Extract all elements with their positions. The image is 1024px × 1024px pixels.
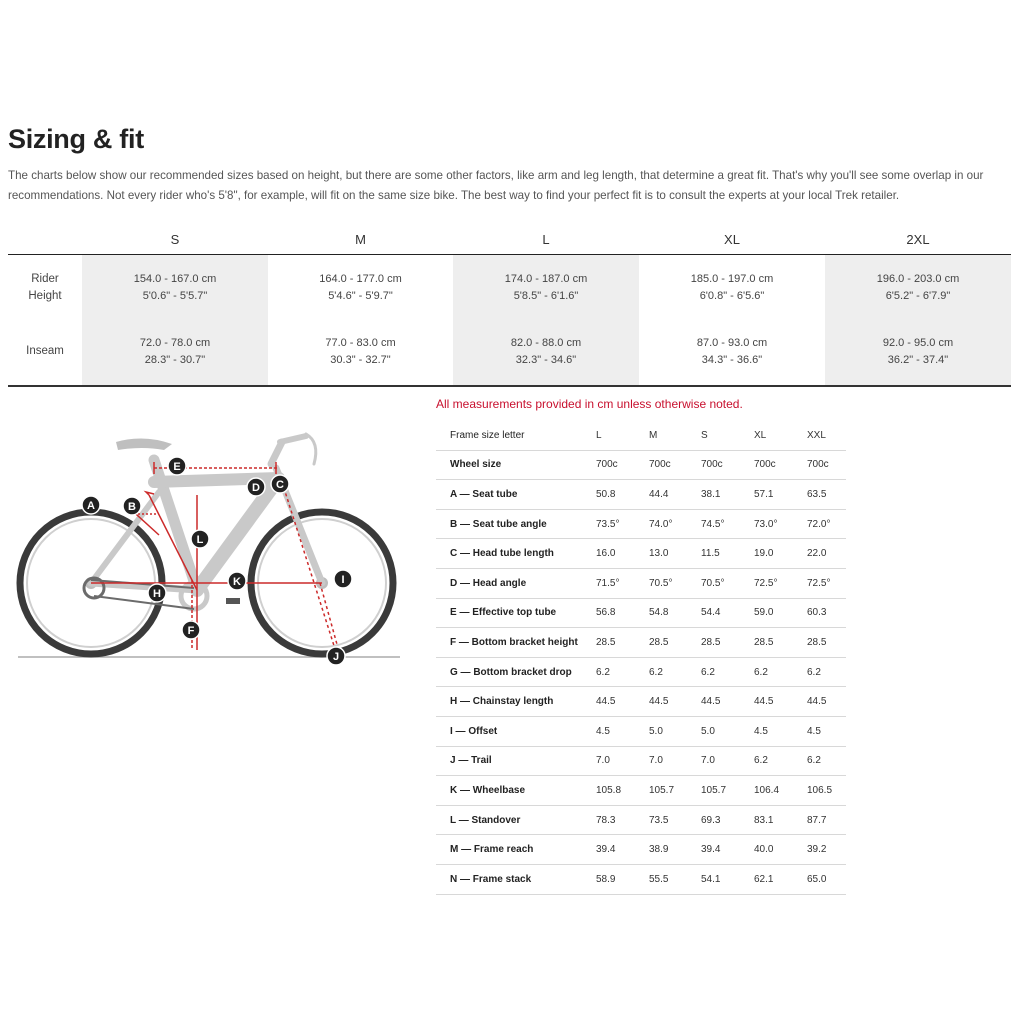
- cell-metric: 92.0 - 95.0 cm: [882, 336, 954, 349]
- badge-c: [271, 475, 289, 493]
- geometry-row-label: L — Standover: [436, 805, 594, 835]
- badge-l: [191, 530, 209, 548]
- svg-text:L: L: [196, 534, 204, 546]
- svg-text:I: I: [341, 574, 345, 586]
- geometry-value: 44.4: [647, 480, 699, 510]
- geometry-row-label: Wheel size: [436, 450, 594, 480]
- intro-text: The charts below show our recommended sizes based on height, but there are some other factors, like arm and leg length, that determine a great fit. That's why you'll see some overlap in our recommendations. Not every rider who's 5'8", for example, will fit on the same size bike. The best way to find your perfect fit is to consult the experts at your local Trek retailer.: [8, 169, 984, 202]
- geometry-value: 44.5: [752, 687, 805, 717]
- cell-imperial: 28.3" - 30.7": [144, 353, 206, 366]
- cell-imperial: 6'5.2" - 6'7.9": [885, 290, 951, 302]
- cell-imperial: 36.2" - 37.4": [887, 353, 949, 366]
- geometry-row-label: C — Head tube length: [436, 539, 594, 569]
- size-header: L: [453, 224, 639, 255]
- size-cell: [82, 318, 268, 386]
- cell-metric: 196.0 - 203.0 cm: [876, 273, 960, 285]
- geometry-value: 44.5: [805, 687, 846, 717]
- geometry-value: 71.5°: [594, 568, 647, 598]
- geometry-value: 700c: [594, 450, 647, 480]
- row-label-line: Rider: [31, 273, 59, 285]
- geometry-value: 58.9: [594, 864, 647, 894]
- svg-text:F: F: [187, 625, 195, 637]
- geometry-value: 700c: [699, 450, 752, 480]
- size-cell: [82, 255, 268, 319]
- size-cell: [453, 255, 639, 319]
- svg-text:B: B: [128, 501, 136, 513]
- geometry-row-label: J — Trail: [436, 746, 594, 776]
- geometry-value: 44.5: [699, 687, 752, 717]
- svg-text:J: J: [332, 651, 340, 663]
- geometry-value: 70.5°: [699, 568, 752, 598]
- geometry-value: 13.0: [647, 539, 699, 569]
- geometry-value: 7.0: [594, 746, 647, 776]
- geometry-row: [436, 746, 846, 776]
- size-header: 2XL: [825, 224, 1011, 255]
- size-header: S: [82, 224, 268, 255]
- svg-text:E: E: [173, 461, 181, 473]
- geometry-value: 44.5: [647, 687, 699, 717]
- geometry-value: 106.5: [805, 776, 846, 806]
- svg-text:D: D: [252, 482, 260, 494]
- geometry-value: 19.0: [752, 539, 805, 569]
- badge-i: [334, 570, 352, 588]
- size-header-blank: [8, 224, 82, 255]
- geometry-row-label: K — Wheelbase: [436, 776, 594, 806]
- geometry-value: 4.5: [594, 716, 647, 746]
- rider-height-row: [8, 255, 1011, 319]
- geometry-row-label: H — Chainstay length: [436, 687, 594, 717]
- geometry-row: [436, 568, 846, 598]
- geometry-row-label: I — Offset: [436, 716, 594, 746]
- geometry-header-row: [436, 421, 846, 450]
- geometry-value: 106.4: [752, 776, 805, 806]
- page-title: Sizing & fit: [8, 124, 144, 154]
- geometry-row-label: M — Frame reach: [436, 835, 594, 865]
- size-cell: [825, 255, 1011, 319]
- svg-text:A: A: [87, 500, 95, 512]
- geometry-value: 69.3: [699, 805, 752, 835]
- geometry-value: 38.9: [647, 835, 699, 865]
- geometry-value: 16.0: [594, 539, 647, 569]
- geometry-value: 6.2: [647, 657, 699, 687]
- cell-imperial: 30.3" - 32.7": [330, 353, 391, 366]
- geometry-value: 6.2: [752, 657, 805, 687]
- badge-j: [327, 647, 345, 665]
- inseam-row: [8, 318, 1011, 386]
- geometry-value: 70.5°: [647, 568, 699, 598]
- size-cell: [825, 318, 1011, 386]
- size-cell: [639, 318, 825, 386]
- geometry-value: 73.5°: [594, 509, 647, 539]
- geometry-value: 6.2: [699, 657, 752, 687]
- geometry-row: [436, 539, 846, 569]
- geometry-row: [436, 864, 846, 894]
- geometry-value: 28.5: [594, 628, 647, 658]
- geometry-value: 73.0°: [752, 509, 805, 539]
- geometry-value: 39.2: [805, 835, 846, 865]
- geometry-row: [436, 598, 846, 628]
- cell-metric: 77.0 - 83.0 cm: [325, 336, 396, 349]
- cell-metric: 72.0 - 78.0 cm: [139, 336, 211, 349]
- geometry-value: 7.0: [647, 746, 699, 776]
- geometry-value: 6.2: [805, 657, 846, 687]
- geometry-value: 700c: [647, 450, 699, 480]
- measurement-note: All measurements provided in cm unless otherwise noted.: [436, 397, 743, 411]
- geometry-value: 6.2: [752, 746, 805, 776]
- bike-geometry-diagram: [14, 420, 406, 670]
- geometry-value: 105.7: [699, 776, 752, 806]
- geometry-row: [436, 628, 846, 658]
- geometry-size-header: XXL: [805, 421, 846, 450]
- geometry-value: 55.5: [647, 864, 699, 894]
- row-label-line: Inseam: [26, 345, 64, 357]
- row-label-line: Height: [28, 290, 62, 302]
- size-cell: [639, 255, 825, 319]
- cell-metric: 154.0 - 167.0 cm: [133, 273, 217, 285]
- geometry-row-label: B — Seat tube angle: [436, 509, 594, 539]
- badge-k: [228, 572, 246, 590]
- geometry-row: [436, 687, 846, 717]
- geometry-value: 40.0: [752, 835, 805, 865]
- geometry-row-label: A — Seat tube: [436, 480, 594, 510]
- geometry-value: 28.5: [805, 628, 846, 658]
- geometry-value: 11.5: [699, 539, 752, 569]
- badge-d: [247, 478, 265, 496]
- geometry-value: 22.0: [805, 539, 846, 569]
- geometry-value: 105.8: [594, 776, 647, 806]
- geometry-value: 54.1: [699, 864, 752, 894]
- cell-imperial: 5'4.6" - 5'9.7": [328, 290, 393, 302]
- geometry-value: 28.5: [752, 628, 805, 658]
- geometry-size-header: M: [647, 421, 699, 450]
- svg-text:K: K: [233, 576, 241, 588]
- geometry-value: 74.0°: [647, 509, 699, 539]
- geometry-value: 4.5: [752, 716, 805, 746]
- geometry-value: 39.4: [699, 835, 752, 865]
- cell-imperial: 5'0.6" - 5'5.7": [142, 290, 208, 302]
- geometry-value: 57.1: [752, 480, 805, 510]
- cell-imperial: 34.3" - 36.6": [701, 353, 763, 366]
- geometry-row-label: G — Bottom bracket drop: [436, 657, 594, 687]
- geometry-row: [436, 480, 846, 510]
- geometry-table-body: [436, 421, 846, 894]
- geometry-value: 5.0: [647, 716, 699, 746]
- geometry-value: 72.0°: [805, 509, 846, 539]
- geometry-value: 6.2: [805, 746, 846, 776]
- geometry-value: 700c: [752, 450, 805, 480]
- geometry-value: 700c: [805, 450, 846, 480]
- geometry-value: 59.0: [752, 598, 805, 628]
- geometry-value: 44.5: [594, 687, 647, 717]
- geometry-value: 72.5°: [752, 568, 805, 598]
- geometry-value: 83.1: [752, 805, 805, 835]
- geometry-row-label: E — Effective top tube: [436, 598, 594, 628]
- geometry-value: 28.5: [699, 628, 752, 658]
- badge-e: [168, 457, 186, 475]
- geometry-row: [436, 776, 846, 806]
- geometry-row: [436, 805, 846, 835]
- geometry-value: 4.5: [805, 716, 846, 746]
- geometry-value: 5.0: [699, 716, 752, 746]
- badge-h: [148, 584, 166, 602]
- geometry-value: 105.7: [647, 776, 699, 806]
- size-header: XL: [639, 224, 825, 255]
- cell-imperial: 6'0.8" - 6'5.6": [699, 290, 765, 302]
- geometry-value: 74.5°: [699, 509, 752, 539]
- geometry-value: 73.5: [647, 805, 699, 835]
- geometry-row: [436, 657, 846, 687]
- cell-metric: 82.0 - 88.0 cm: [510, 336, 582, 349]
- cell-metric: 185.0 - 197.0 cm: [690, 273, 774, 285]
- badge-b: [123, 497, 141, 515]
- geometry-value: 28.5: [647, 628, 699, 658]
- geometry-value: 50.8: [594, 480, 647, 510]
- cell-metric: 174.0 - 187.0 cm: [504, 273, 588, 285]
- geometry-row-label: N — Frame stack: [436, 864, 594, 894]
- size-cell: [453, 318, 639, 386]
- cell-metric: 87.0 - 93.0 cm: [696, 336, 768, 349]
- size-cell: [268, 318, 453, 386]
- geometry-value: 87.7: [805, 805, 846, 835]
- svg-text:C: C: [276, 479, 284, 491]
- geometry-value: 72.5°: [805, 568, 846, 598]
- geometry-value: 56.8: [594, 598, 647, 628]
- size-header-row: [8, 224, 1011, 255]
- geometry-value: 7.0: [699, 746, 752, 776]
- geometry-row: [436, 450, 846, 480]
- saddle: [116, 438, 172, 450]
- geometry-row: [436, 835, 846, 865]
- badge-f: [182, 621, 200, 639]
- geometry-value: 60.3: [805, 598, 846, 628]
- geometry-row: [436, 716, 846, 746]
- geometry-value: 38.1: [699, 480, 752, 510]
- geometry-table: [436, 421, 846, 895]
- size-cell: [268, 255, 453, 319]
- size-header: M: [268, 224, 453, 255]
- geometry-value: 54.4: [699, 598, 752, 628]
- cell-imperial: 5'8.5" - 6'1.6": [513, 290, 579, 302]
- geometry-header-label: Frame size letter: [436, 421, 594, 450]
- geometry-value: 6.2: [594, 657, 647, 687]
- geometry-value: 78.3: [594, 805, 647, 835]
- row-label: [8, 255, 82, 319]
- geometry-value: 62.1: [752, 864, 805, 894]
- cell-imperial: 32.3" - 34.6": [515, 353, 577, 366]
- geometry-size-header: L: [594, 421, 647, 450]
- svg-text:H: H: [153, 588, 161, 600]
- cell-metric: 164.0 - 177.0 cm: [319, 273, 402, 285]
- geometry-value: 39.4: [594, 835, 647, 865]
- size-chart-table: [8, 224, 1011, 387]
- badge-a: [82, 496, 100, 514]
- geometry-row-label: D — Head angle: [436, 568, 594, 598]
- geometry-row-label: F — Bottom bracket height: [436, 628, 594, 658]
- geometry-value: 65.0: [805, 864, 846, 894]
- geometry-row: [436, 509, 846, 539]
- geometry-value: 54.8: [647, 598, 699, 628]
- geometry-size-header: S: [699, 421, 752, 450]
- row-label: [8, 318, 82, 386]
- geometry-value: 63.5: [805, 480, 846, 510]
- geometry-size-header: XL: [752, 421, 805, 450]
